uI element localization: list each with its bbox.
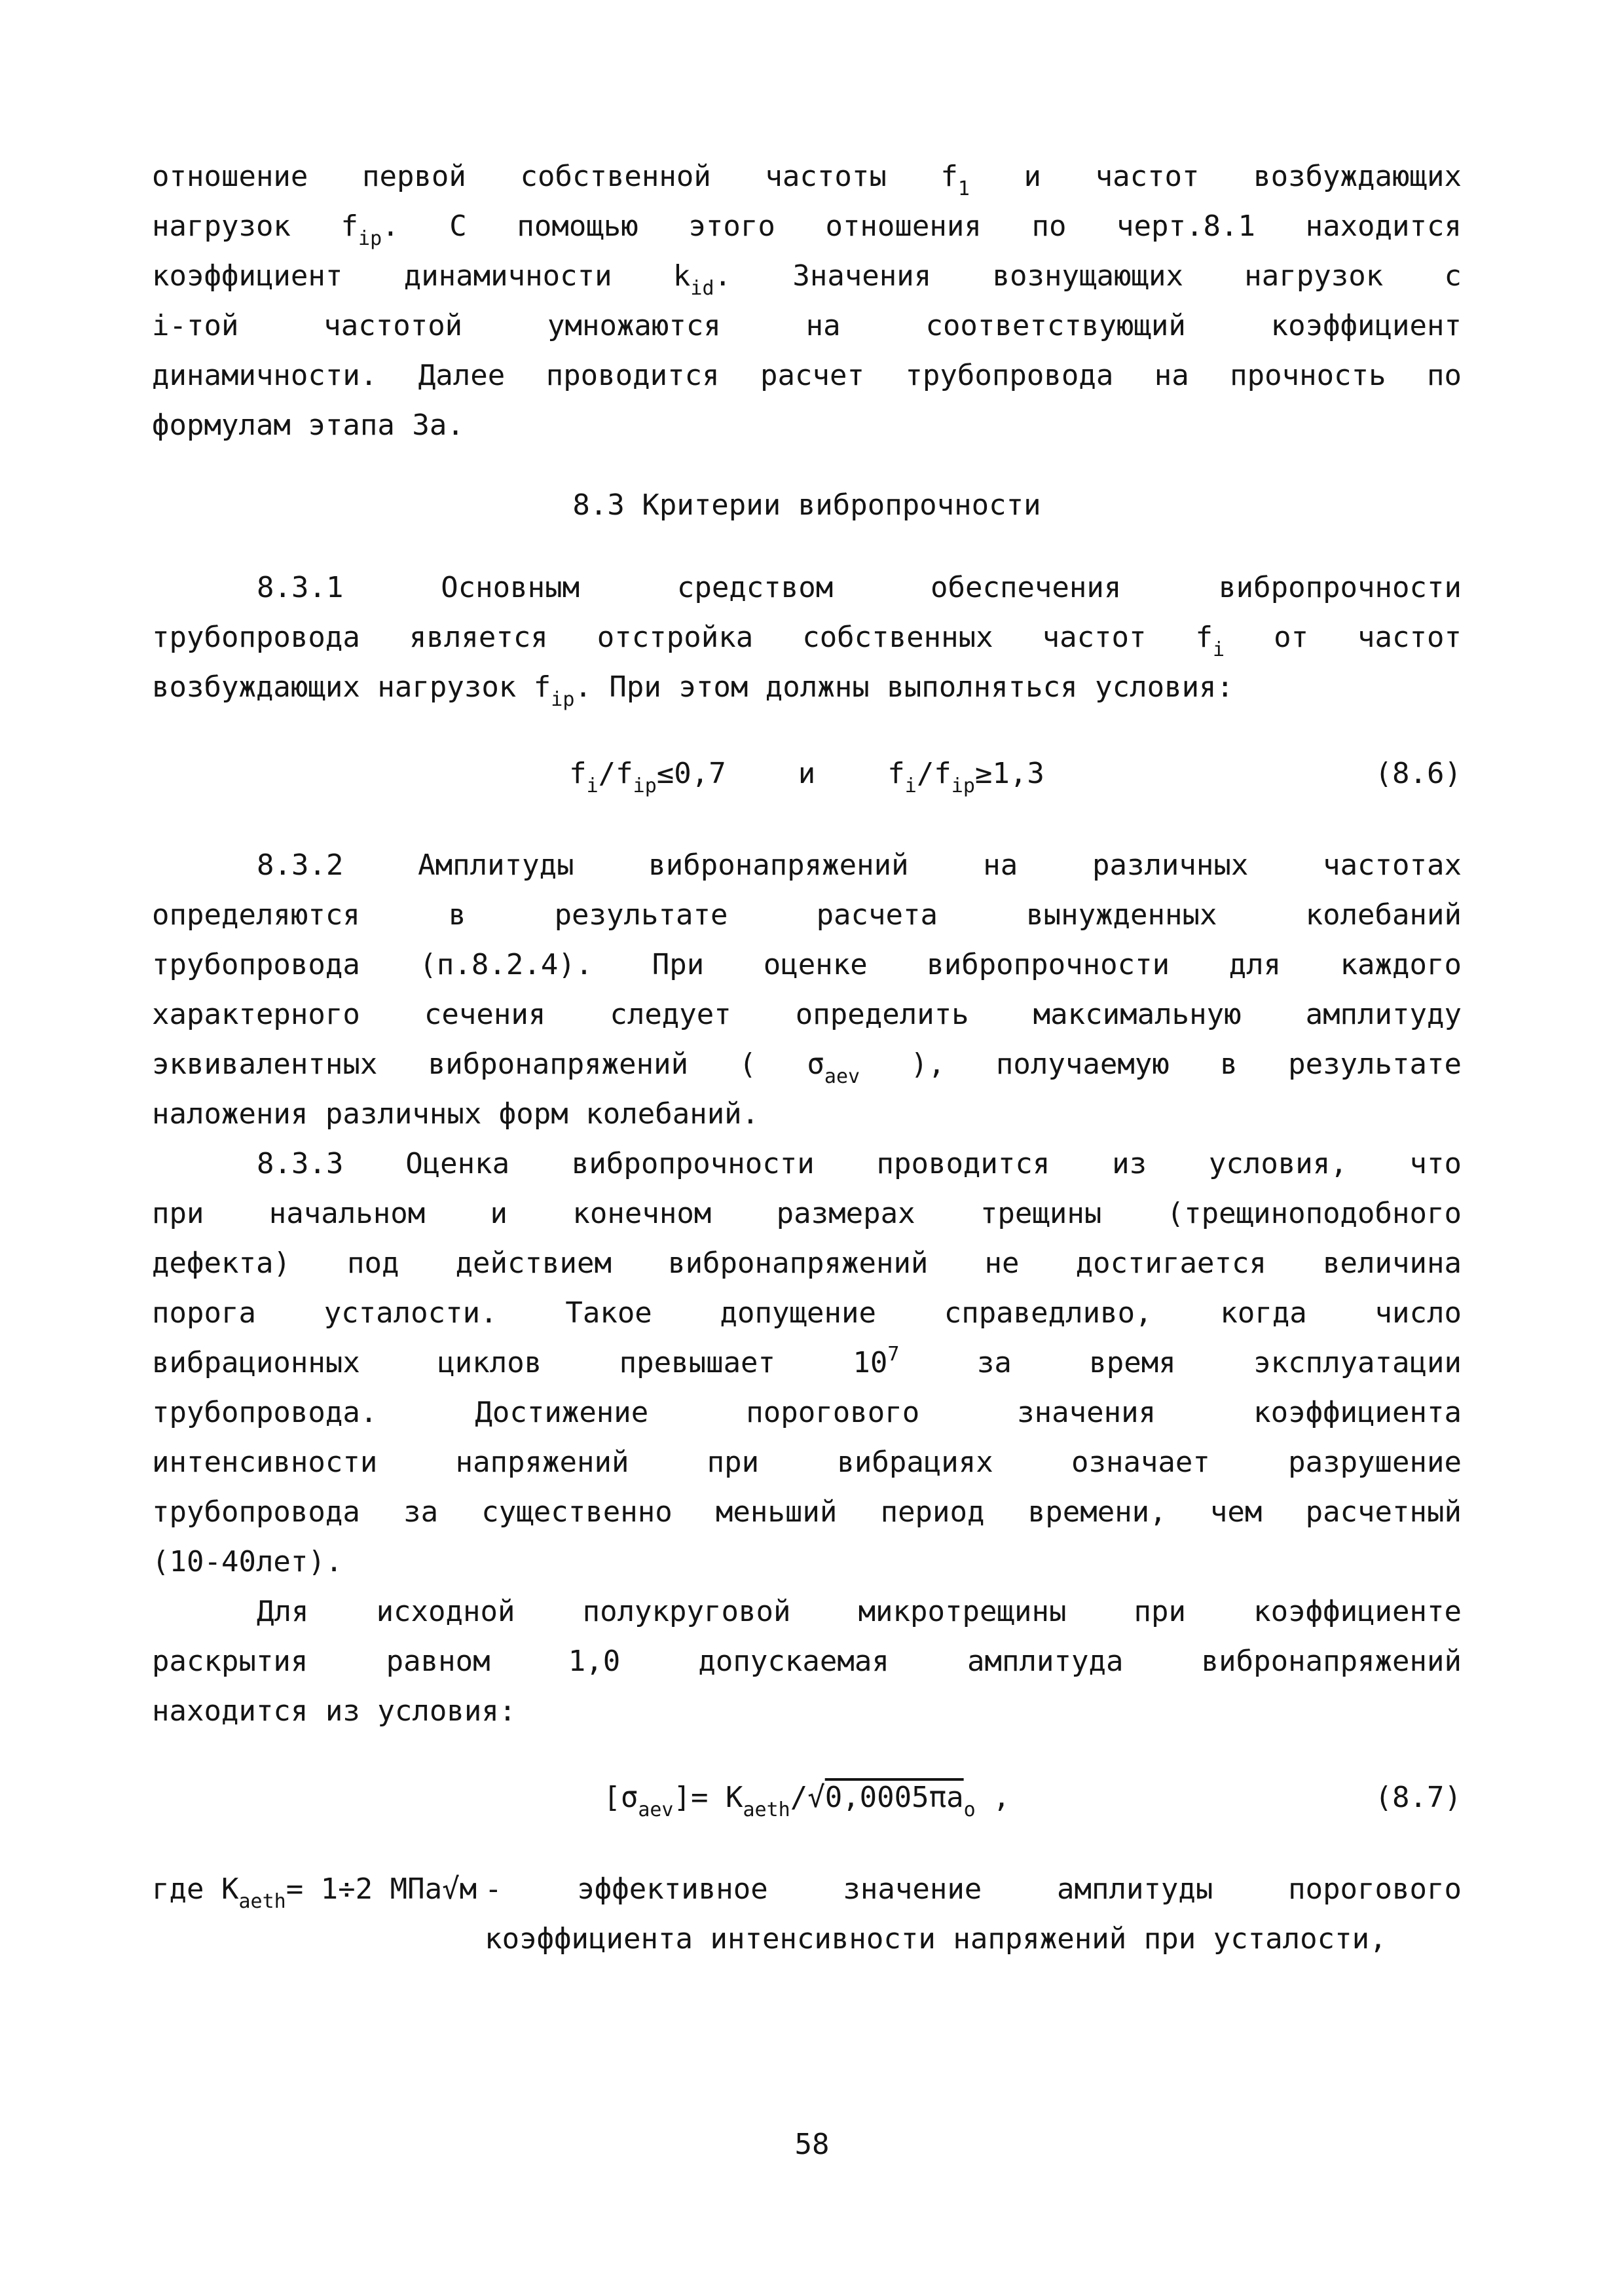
text-line: находится из условия: [152,1694,517,1728]
text-line: раскрытия равном 1,0 допускаемая амплитуда вибронапряжений [152,1645,1462,1678]
text-line: 8.3.1 Основным средством обеспечения вибропрочности [257,571,1462,604]
paragraph-8-3-2 [152,841,1462,1139]
radicand: 0,0005πa [824,1781,964,1814]
text-line: трубопровода (п.8.2.4). При оценке вибропрочности для каждого [152,948,1462,981]
text-line: интенсивности напряжений при вибрациях означает разрушение [152,1446,1462,1479]
text-line: нагрузок $f_{ip}$. С помощью этого отношения по черт.8.1 находится [152,210,1462,250]
text-line: порога усталости. Такое допущение справедливо, когда число [152,1296,1462,1330]
equation-number: (8.7) [1375,1781,1462,1814]
paragraph-8-3-1 [152,563,1462,712]
text-line: динамичности. Далее проводится расчет трубопровода на прочность по [152,359,1462,392]
text-line: трубопровода является отстройка собственных частот $f_i$ от частот [152,621,1462,661]
text-line: i-той частотой умножаются на соответствующий коэффициент [152,309,1462,342]
page-number: 58 [794,2128,830,2161]
text-line: 8.3.3 Оценка вибропрочности проводится из условия, что [257,1147,1462,1180]
text-line: - эффективное значение амплитуды порогового [485,1872,1462,1906]
document-page [152,152,1462,1964]
equation-number: (8.6) [1375,757,1462,790]
paragraph-8-3-3 [152,1139,1462,1587]
text-line: коэффициента интенсивности напряжений при усталости, [485,1922,1387,1956]
text-line: коэффициент динамичности $k_{id}$. Значения вознущающих нагрузок с [152,259,1462,300]
text-line: определяются в результате расчета вынужденных колебаний [152,898,1462,932]
text-line: вибрационных циклов превышает $10^7$ за время эксплуатации [152,1343,1462,1379]
text-line: эквивалентных вибронапряжений ( $\sigma_{aev}$ ), получаемую в результате [152,1048,1462,1088]
formula-8-7 [152,1773,1462,1823]
text-line: при начальном и конечном размерах трещины (трещиноподобного [152,1197,1462,1230]
text-line: характерного сечения следует определить максимальную амплитуду [152,998,1462,1031]
section-heading: 8.3 Критерии вибропрочности [572,488,1041,522]
text-line: 8.3.2 Амплитуды вибронапряжений на различных частотах [257,848,1462,882]
intro-paragraph [152,152,1462,450]
text-line: трубопровода за существенно меньший период времени, чем расчетный [152,1495,1462,1529]
formula-8-6 [152,749,1462,799]
text-line: наложения различных форм колебаний. [152,1097,760,1131]
text-line: отношение первой собственной частоты $f_1$ и частот возбуждающих [152,160,1462,200]
text-line: дефекта) под действием вибронапряжений не достигается величина [152,1247,1462,1280]
where-definition [485,1865,1462,1964]
text-line: формулам этапа 3а. [152,409,464,442]
paragraph-microcrack [152,1587,1462,1736]
text-line: Для исходной полукруговой микротрещины при коэффициенте [257,1595,1462,1628]
text-line: трубопровода. Достижение порогового значения коэффициента [152,1396,1462,1429]
formula-body: $f_i/f_{ip}\le 0,7$ и $f_i/f_{ip}\ge 1,3$ [569,757,1044,797]
where-clause [152,1865,1462,1964]
formula-body: $[\sigma_{aev}]= K_{aeth}/√0,0005\pi a_o$ , [603,1781,1010,1821]
text-line: (10-40лет). [152,1545,343,1578]
where-label: где $K_{aeth}= 1\div 2$ МПа√м [152,1872,477,1913]
text-line: возбуждающих нагрузок $f_{ip}$. При этом должны выполняться условия: [152,670,1234,711]
